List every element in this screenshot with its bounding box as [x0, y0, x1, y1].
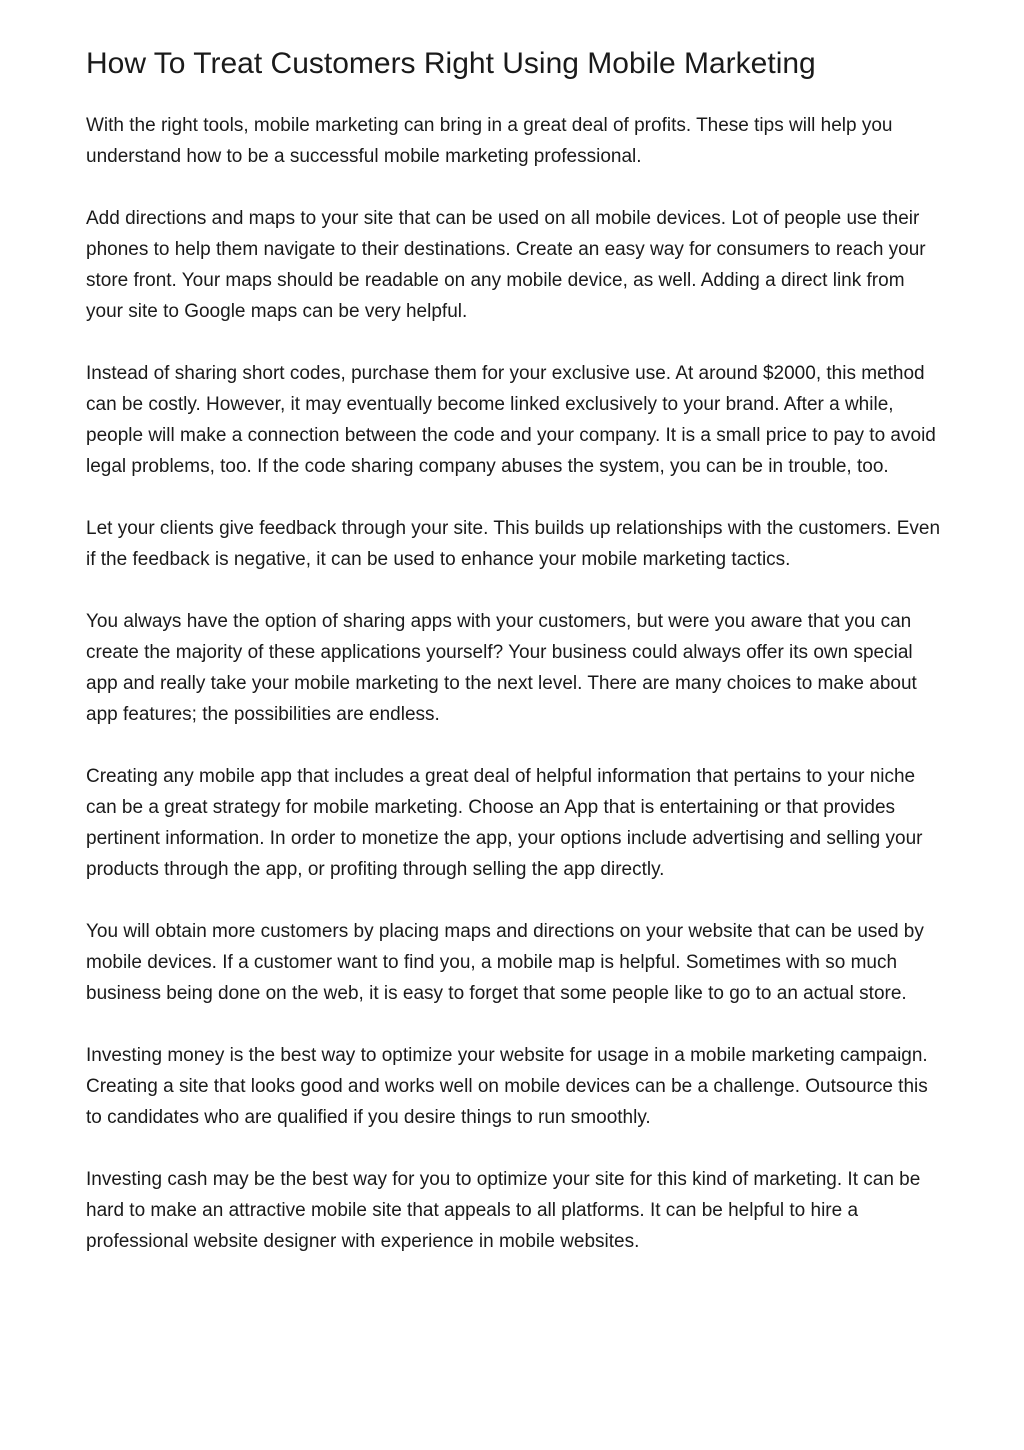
paragraph-maps-customers: You will obtain more customers by placing maps and directions on your website that can be used by mobile devices. If a customer want to find you, a mobile map is helpful. Sometimes with so much business being done on the web, it is easy to forget that some people like to go to an actual store.: [86, 921, 924, 1004]
page-title: How To Treat Customers Right Using Mobile Marketing: [86, 47, 816, 80]
paragraph-apps: You always have the option of sharing apps with your customers, but were you aware that you can create the majority of these applications yourself? Your business could always offer its own special app and really take your mobile marketing to the next level. There are many choices to make about app features; the possibilities are endless.: [86, 611, 917, 725]
paragraph-mobile-app-strategy: Creating any mobile app that includes a great deal of helpful information that pertains to your niche can be a great strategy for mobile marketing. Choose an App that is entertaining or that provides pertinent information. In order to monetize the app, your options include advertising and selling your products through the app, or profiting through selling the app directly.: [86, 766, 923, 880]
paragraph-feedback: Let your clients give feedback through your site. This builds up relationships with the customers. Even if the feedback is negative, it can be used to enhance your mobile marketing tactics.: [86, 518, 941, 570]
paragraph-short-codes: Instead of sharing short codes, purchase them for your exclusive use. At around $2000, this method can be costly. However, it may eventually become linked exclusively to your brand. After a while, people will make a connection between the code and your company. It is a small price to pay to avoid legal problems, too. If the code sharing company abuses the system, you can be in trouble, too.: [86, 363, 936, 477]
document-page: [86, 42, 942, 1288]
paragraph-intro: With the right tools, mobile marketing can bring in a great deal of profits. These tips will help you understand how to be a successful mobile marketing professional.: [86, 115, 893, 167]
paragraph-investing-money: Investing money is the best way to optimize your website for usage in a mobile marketing campaign. Creating a site that looks good and works well on mobile devices can be a challenge. Outsource this to candidates who are qualified if you desire things to run smoothly.: [86, 1045, 928, 1128]
paragraph-investing-cash: Investing cash may be the best way for you to optimize your site for this kind of marketing. It can be hard to make an attractive mobile site that appeals to all platforms. It can be helpful to hire a professional website designer with experience in mobile websites.: [86, 1169, 921, 1252]
paragraph-directions-maps: Add directions and maps to your site that can be used on all mobile devices. Lot of people use their phones to help them navigate to their destinations. Create an easy way for consumers to reach your store front. Your maps should be readable on any mobile device, as well. Adding a direct link from your site to Google maps can be very helpful.: [86, 208, 926, 322]
